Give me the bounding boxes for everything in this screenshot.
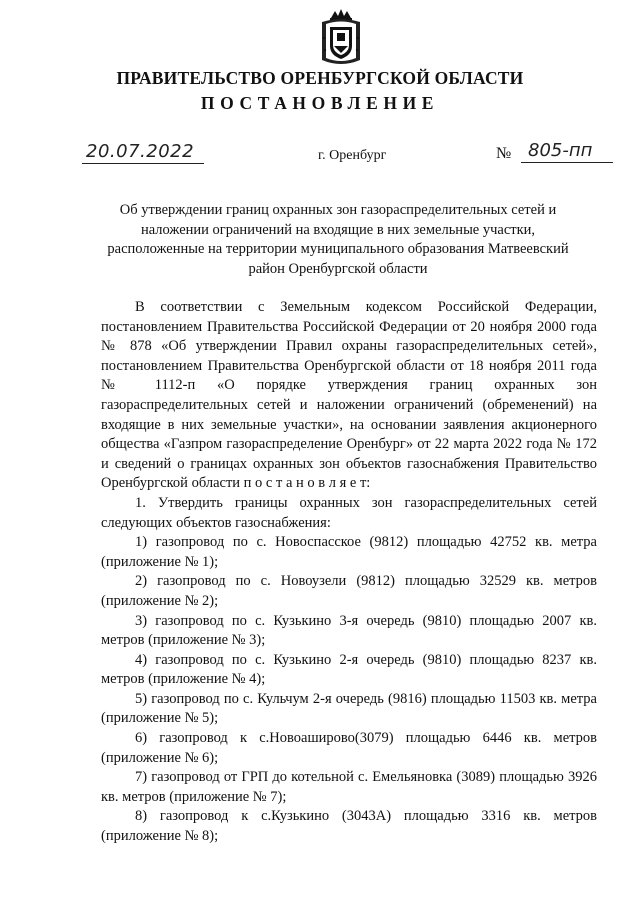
document-number: 805-пп bbox=[528, 140, 593, 161]
list-item: 1) газопровод по с. Новоспасское (9812) площадью 42752 кв. метра (приложение № 1); bbox=[101, 534, 597, 570]
document-body bbox=[101, 298, 597, 847]
item-1-paragraph: 1. Утвердить границы охранных зон газораспределительных сетей следующих объектов газоснабжения: bbox=[101, 494, 597, 531]
list-item: 5) газопровод по с. Кульчум 2-я очередь (9816) площадью 11503 кв. метра (приложение № 5); bbox=[101, 690, 597, 727]
list-item: 7) газопровод от ГРП до котельной с. Емельяновка (3089) площадью 3926 кв. метров (приложение № 7); bbox=[101, 769, 597, 805]
document-city: г. Оренбург bbox=[318, 148, 387, 163]
document-type: ПОСТАНОВЛЕНИЕ bbox=[200, 93, 440, 113]
coat-of-arms-icon bbox=[316, 8, 366, 68]
list-item: 4) газопровод по с. Кузькино 2-я очередь (9810) площадью 8237 кв. метров (приложение № 4); bbox=[101, 651, 597, 688]
document-subject: Об утверждении границ охранных зон газораспределительных сетей и наложении ограничений на входящие в них земельные участки, расположенные на территории муниципального образования Матвеевский район Оренбургской области bbox=[107, 202, 569, 277]
preamble-paragraph: В соответствии с Земельным кодексом Российской Федерации, постановлением Правительства Российской Федерации от 20 ноября 2000 года № 878 «Об утверждении Правил охраны газораспределительных сетей», постановлением Правительства Оренбургской области от 18 ноября 2011 года № 1112-п «О порядке утверждения границ охранных зон газораспределительных сетей и наложении ограничений (обременений) на входящие в них земельные участки», на основании заявления акционерного общества «Газпром газораспределение Оренбург» от 22 марта 2022 года № 172 и сведений о границах охранных зон объектов газоснабжения Правительство Оренбургской области п о с т а н о в л я е т: bbox=[101, 299, 597, 492]
list-item: 8) газопровод к с.Кузькино (3043А) площадью 3316 кв. метров (приложение № 8); bbox=[101, 808, 597, 845]
list-item: 3) газопровод по с. Кузькино 3-я очередь (9810) площадью 2007 кв. метров (приложение № 3); bbox=[101, 612, 597, 649]
document-date: 20.07.2022 bbox=[86, 141, 195, 162]
government-title: ПРАВИТЕЛЬСТВО ОРЕНБУРГСКОЙ ОБЛАСТИ bbox=[116, 68, 524, 88]
list-item: 2) газопровод по с. Новоузели (9812) площадью 32529 кв. метров (приложение № 2); bbox=[101, 573, 597, 609]
list-item: 6) газопровод к с.Новоаширово(3079) площадью 6446 кв. метров (приложение № 6); bbox=[101, 730, 597, 766]
number-label: № bbox=[496, 145, 512, 162]
